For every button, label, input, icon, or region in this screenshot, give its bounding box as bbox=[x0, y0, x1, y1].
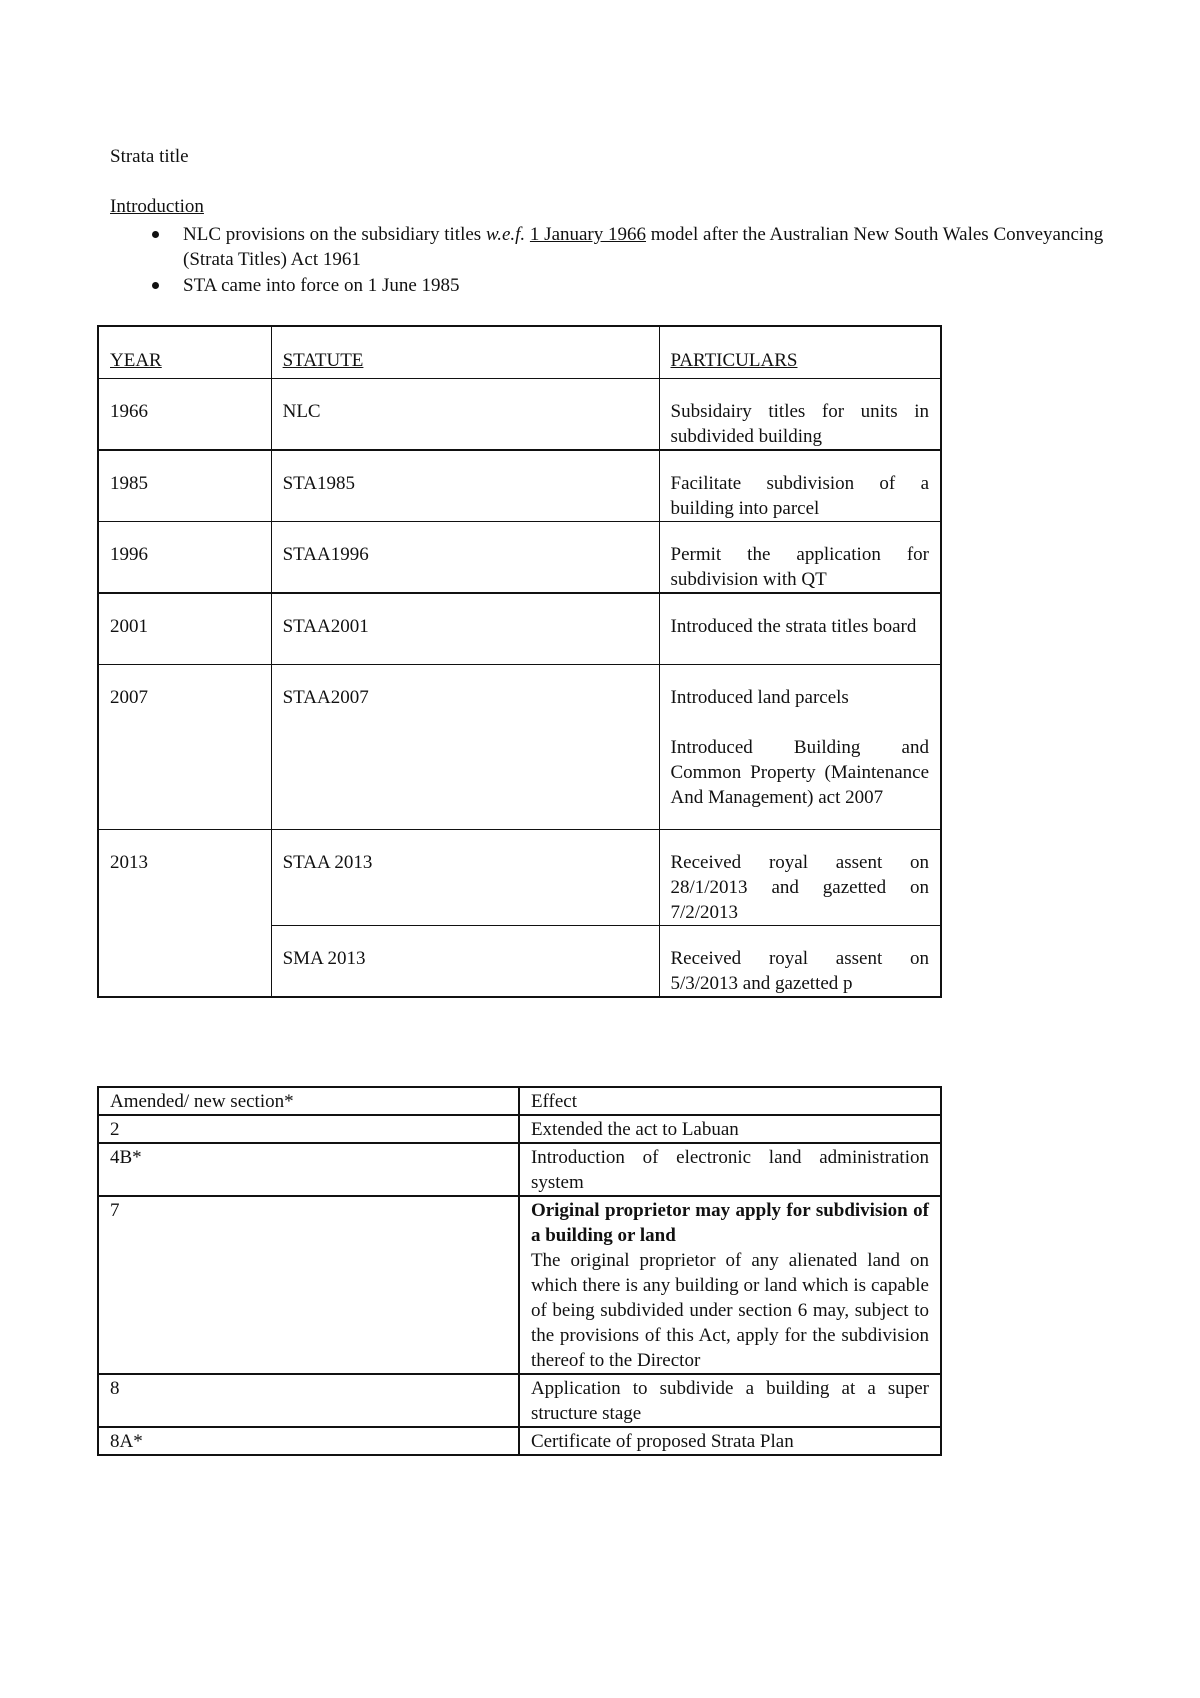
particulars-cell: Subsidairy titles for units in subdivided building bbox=[659, 379, 941, 451]
column-header-section: Amended/ new section* bbox=[98, 1087, 519, 1115]
effect-text: The original proprietor of any alienated land on which there is any building or land which is capable of being subdivided under section 6 may, subject to the provisions of this Act, apply for the subdivision thereof to the Director bbox=[530, 1250, 929, 1371]
list-item: NLC provisions on the subsidiary titles w.e.f. 1 January 1966 model after the Australian New South Wales Conveyancing (Strata Titles) Act 1961 bbox=[110, 222, 1110, 272]
table-row bbox=[98, 379, 941, 451]
sections-table bbox=[97, 1086, 942, 1456]
table-row bbox=[98, 1196, 941, 1374]
particulars-cell: Introduced the strata titles board bbox=[659, 593, 941, 664]
section-cell: 8 bbox=[98, 1374, 519, 1427]
particulars-cell: Received royal assent on 28/1/2013 and gazetted on 7/2/2013 bbox=[659, 829, 941, 925]
table-header-row bbox=[98, 326, 941, 379]
section-cell: 2 bbox=[98, 1115, 519, 1143]
particulars-cell: Permit the application for subdivision with QT bbox=[659, 522, 941, 594]
table-row bbox=[98, 1374, 941, 1427]
effect-heading: Original proprietor may apply for subdivision of a building or land bbox=[530, 1200, 929, 1246]
statute-cell: SMA 2013 bbox=[271, 925, 659, 997]
table-row bbox=[98, 1143, 941, 1196]
column-header-particulars: PARTICULARS bbox=[659, 326, 941, 379]
effect-cell: Certificate of proposed Strata Plan bbox=[519, 1427, 941, 1455]
timeline-table bbox=[97, 325, 942, 998]
year-cell: 2007 bbox=[98, 664, 271, 829]
effect-cell: Introduction of electronic land administration system bbox=[519, 1143, 941, 1196]
statute-cell: STAA 2013 bbox=[271, 829, 659, 925]
bullet-icon bbox=[152, 282, 159, 289]
particulars-cell: Facilitate subdivision of a building into parcel bbox=[659, 450, 941, 522]
effect-cell: Application to subdivide a building at a super structure stage bbox=[519, 1374, 941, 1427]
year-cell: 1966 bbox=[98, 379, 271, 451]
document-title: Strata title bbox=[110, 146, 189, 167]
table-row bbox=[98, 450, 941, 522]
particulars-cell: Received royal assent on 5/3/2013 and gazetted p bbox=[659, 925, 941, 997]
section-cell: 8A* bbox=[98, 1427, 519, 1455]
section-cell: 4B* bbox=[98, 1143, 519, 1196]
intro-bullet-list bbox=[110, 222, 1110, 299]
column-header-effect: Effect bbox=[519, 1087, 941, 1115]
year-cell: 1985 bbox=[98, 450, 271, 522]
section-cell: 7 bbox=[98, 1196, 519, 1374]
table-row bbox=[98, 829, 941, 925]
bullet-icon bbox=[152, 231, 159, 238]
statute-cell: STAA2007 bbox=[271, 664, 659, 829]
table-row bbox=[98, 1427, 941, 1455]
statute-cell: STA1985 bbox=[271, 450, 659, 522]
column-header-statute: STATUTE bbox=[271, 326, 659, 379]
year-cell: 2013 bbox=[98, 829, 271, 997]
table-row bbox=[98, 664, 941, 829]
table-row bbox=[98, 522, 941, 594]
table-row bbox=[98, 1115, 941, 1143]
particulars-cell: Introduced land parcels Introduced Building and Common Property (Maintenance And Management) act 2007 bbox=[659, 664, 941, 829]
table-row bbox=[98, 593, 941, 664]
effect-cell bbox=[519, 1196, 941, 1374]
list-item: STA came into force on 1 June 1985 bbox=[110, 273, 1110, 298]
intro-heading: Introduction bbox=[110, 196, 204, 217]
year-cell: 1996 bbox=[98, 522, 271, 594]
statute-cell: NLC bbox=[271, 379, 659, 451]
statute-cell: STAA2001 bbox=[271, 593, 659, 664]
effect-cell: Extended the act to Labuan bbox=[519, 1115, 941, 1143]
column-header-year: YEAR bbox=[98, 326, 271, 379]
statute-cell: STAA1996 bbox=[271, 522, 659, 594]
year-cell: 2001 bbox=[98, 593, 271, 664]
table-header-row bbox=[98, 1087, 941, 1115]
